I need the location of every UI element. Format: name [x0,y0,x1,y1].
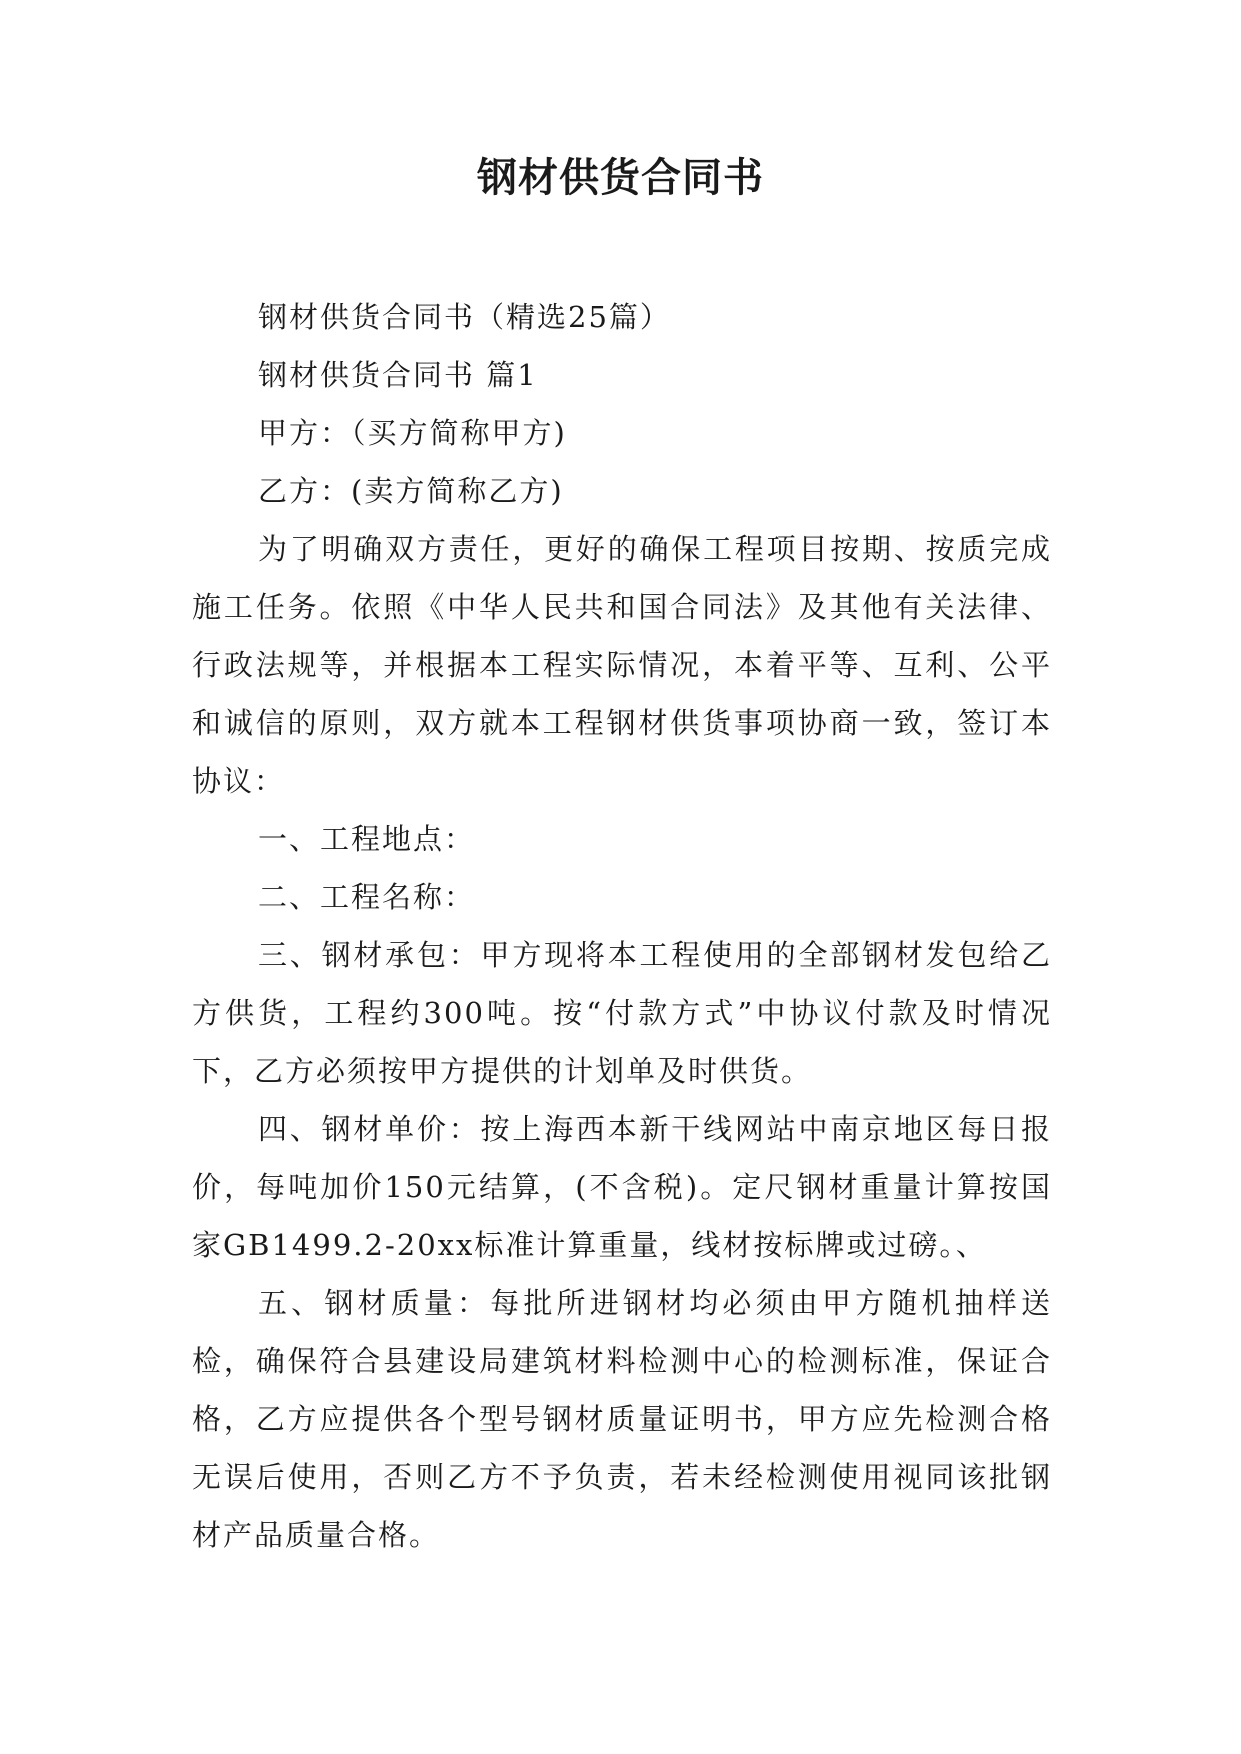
paragraph-clause-1: 一、工程地点： [258,822,476,856]
paragraph-party-b: 乙方：(卖方简称乙方) [258,474,564,508]
paragraph-party-a: 甲方：（买方简称甲方) [258,416,567,450]
paragraph-clause-4: 四、钢材单价：按上海西本新干线网站中南京地区每日报价，每吨加价150元结算，(不含税)。定尺钢材重量计算按国家GB1499.2-20xx标准计算重量，线材按标牌或过磅。、 [192,1112,1052,1262]
paragraph-clause-2: 二、工程名称： [258,880,476,914]
document-body [192,288,1052,1564]
paragraph-clause-3: 三、钢材承包：甲方现将本工程使用的全部钢材发包给乙方供货，工程约300吨。按“付款方式”中协议付款及时情况下，乙方必须按甲方提供的计划单及时供货。 [192,938,1052,1088]
paragraph-subtitle: 钢材供货合同书（精选25篇） [258,300,671,334]
paragraph-preamble: 为了明确双方责任，更好的确保工程项目按期、按质完成施工任务。依照《中华人民共和国合同法》及其他有关法律、行政法规等，并根据本工程实际情况，本着平等、互利、公平和诚信的原则，双方就本工程钢材供货事项协商一致，签订本协议： [192,532,1052,798]
paragraph-section-heading: 钢材供货合同书 篇1 [258,358,538,392]
paragraph-clause-5: 五、钢材质量：每批所进钢材均必须由甲方随机抽样送检，确保符合县建设局建筑材料检测中心的检测标准，保证合格，乙方应提供各个型号钢材质量证明书，甲方应先检测合格无误后使用，否则乙方不予负责，若未经检测使用视同该批钢材产品质量合格。 [192,1286,1052,1552]
document-title: 钢材供货合同书 [477,155,764,201]
